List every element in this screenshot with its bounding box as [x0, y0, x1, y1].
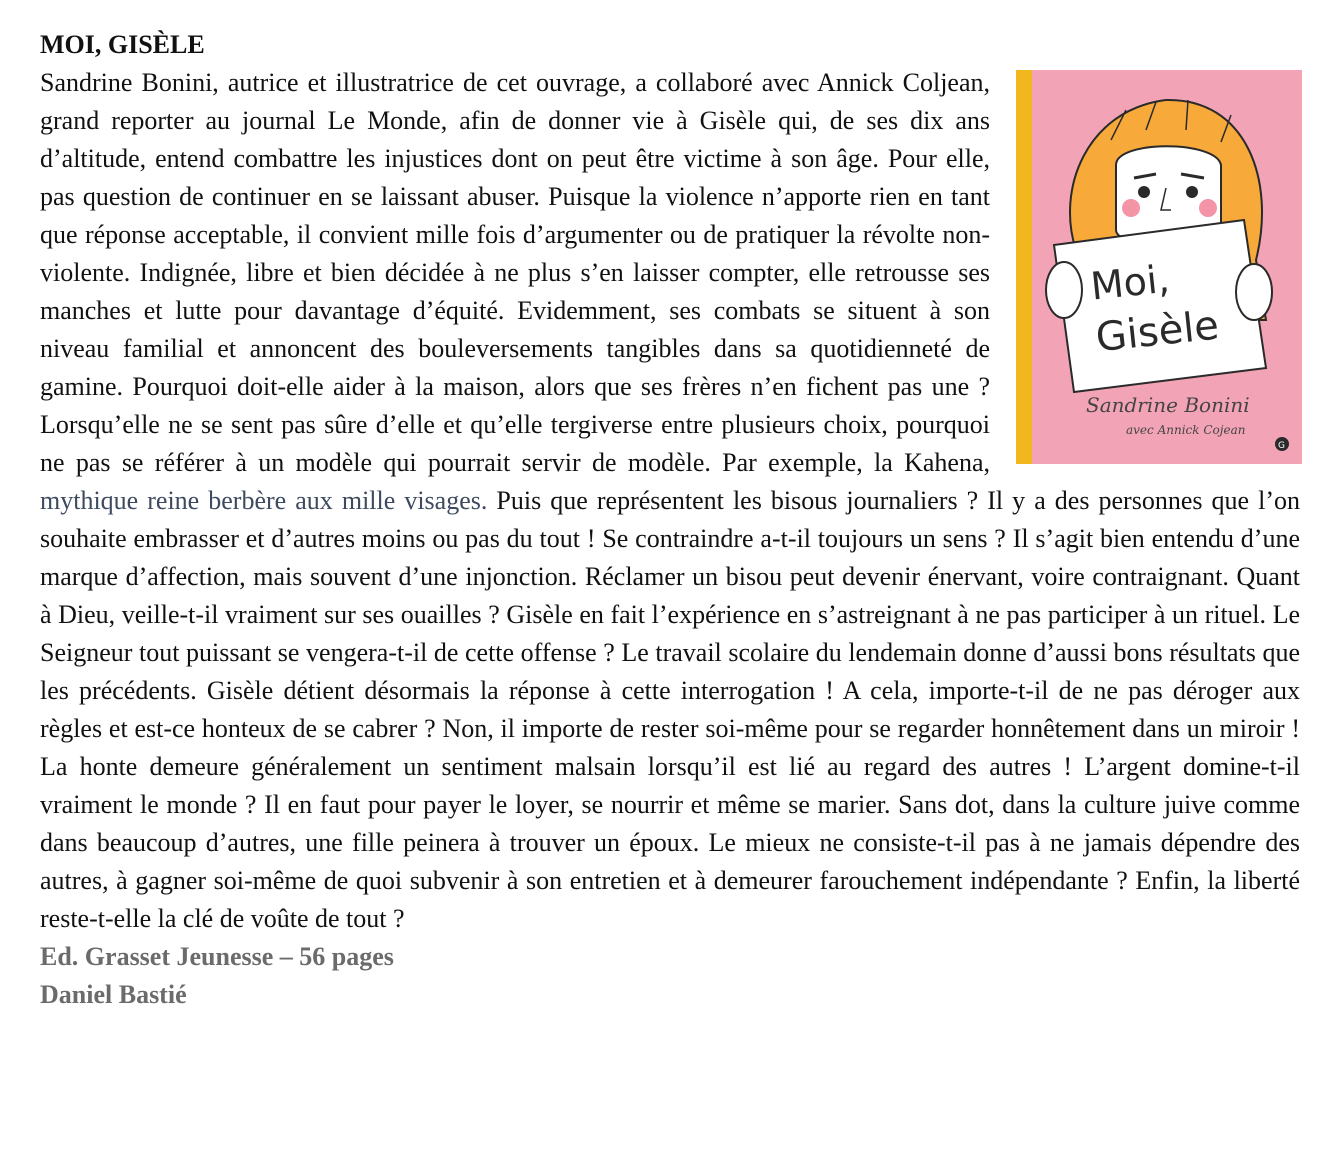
publisher-info: Ed. Grasset Jeunesse – 56 pages [40, 942, 394, 971]
kahena-link[interactable]: mythique reine berbère aux mille visages. [40, 486, 488, 515]
cover-title-line1: Moi, [1088, 256, 1172, 309]
cover-author: Sandrine Bonini [1086, 393, 1250, 417]
publisher-logo-letter: G [1278, 441, 1285, 451]
sign-board [1054, 220, 1266, 392]
article-body-part2: Puis que représentent les bisous journaliers ? Il y a des personnes que l’on souhaite embrasser et d’autres moins ou pas du tout ! Se contraindre a-t-il toujours un sens ? Il s’agit bien entendu d’une marque d’affection, mais souvent d’une injonction. Réclamer un bisou peut devenir énervant, voire contraignant. Quant à Dieu, veille-t-il vraiment sur ses ouailles ? Gisèle en fait l’expérience en s’astreignant à ne pas participer à un rituel. Le Seigneur tout puissant se vengera-t-il de cette offense ? Le travail scolaire du lendemain donne d’aussi bons résultats que les précédents. Gisèle détient désormais la réponse à cette interrogation ! A cela, importe-t-il de ne pas déroger aux règles et est-ce honteux de se cabrer ? Non, il importe de rester soi-même pour se regarder honnêtement dans un miroir ! La honte demeure généralement un sentiment malsain lorsqu’il est lié au regard des autres ! L’argent domine-t-il vraiment le monde ? Il en faut pour payer le loyer, se nourrir et même se marier. Sans dot, dans la culture juive comme dans beaucoup d’autres, une fille peinera à trouver un époux. Le mieux ne consiste-t-il pas à ne jamais dépendre des autres, à gagner soi-même de quoi subvenir à son entretien et à demeurer farouchement indépendante ? Enfin, la liberté reste-t-elle la clé de voûte de tout ? [40, 486, 1300, 933]
article-author: Daniel Bastié [40, 980, 187, 1009]
article [40, 26, 1300, 1166]
cover-spine [1016, 70, 1032, 464]
cheek-left [1122, 199, 1140, 217]
cover-title-line2: Gisèle [1093, 302, 1222, 362]
book-cover-image [1016, 70, 1302, 464]
eye-right [1186, 186, 1198, 198]
article-title: MOI, GISÈLE [40, 30, 205, 59]
cover-coauthor: avec Annick Cojean [1126, 423, 1246, 437]
eye-left [1138, 186, 1150, 198]
article-body-part1: Sandrine Bonini, autrice et illustratrice de cet ouvrage, a collaboré avec Annick Coljean, grand reporter au journal Le Monde, afin de donner vie à Gisèle qui, de ses dix ans d’altitude, entend combattre les injustices dont on peut être victime à son âge. Pour elle, pas question de continuer en se laissant abuser. Puisque la violence n’apporte rien en tant que réponse acceptable, il convient mille fois d’argumenter ou de pratiquer la révolte non-violente. Indignée, libre et bien décidée à ne plus s’en laisser compter, elle retrousse ses manches et lutte pour davantage d’équité. Evidemment, ses combats se situent à son niveau familial et annoncent des bouleversements tangibles dans sa quotidienneté de gamine. Pourquoi doit-elle aider à la maison, alors que ses frères n’en fichent pas une ? Lorsqu’elle ne se sent pas sûre d’elle et qu’elle tergiverse entre plusieurs choix, pourquoi ne pas se référer à un modèle qui pourrait servir de modèle. Par exemple, la Kahena, [40, 68, 990, 477]
hand-right [1236, 264, 1272, 320]
cheek-right [1199, 199, 1217, 217]
hand-left [1046, 262, 1082, 318]
